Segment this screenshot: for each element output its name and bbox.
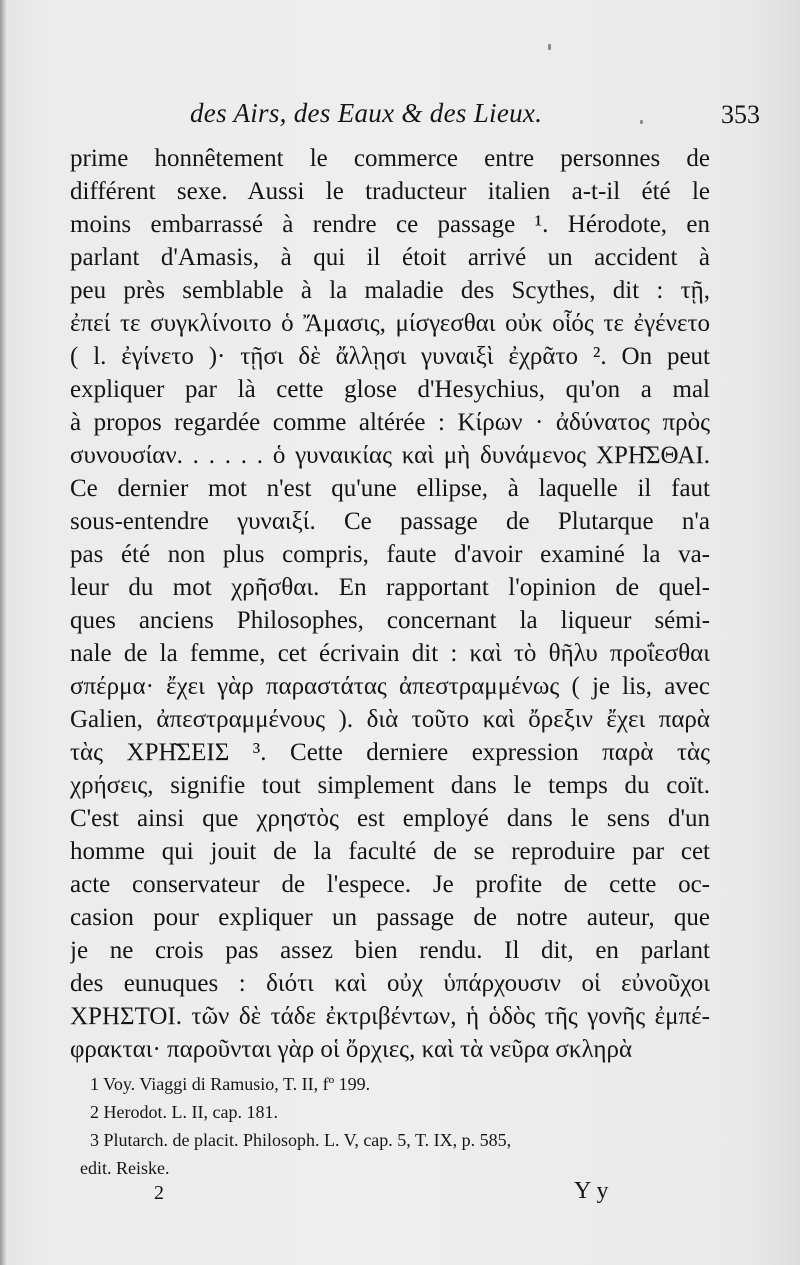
text-line: Ce dernier mot n'est qu'une ellipse, à laquelle il faut [70, 475, 710, 502]
text-line: casion pour expliquer un passage de notre auteur, que [70, 904, 710, 931]
text-line: parlant d'Amasis, à qui il étoit arrivé un accident à [70, 244, 710, 271]
footnote: 2 Herodot. L. II, cap. 181. [90, 1102, 278, 1122]
page-header [190, 98, 770, 138]
text-line: φρακται· παροῦνται γὰρ οἱ ὄρχιες, καὶ τὰ νεῦρα σκληρὰ [70, 1036, 633, 1063]
text-line: C'est ainsi que χρηστὸς est employé dans le sens d'un [70, 805, 710, 832]
ink-speck [640, 120, 643, 124]
text-line: peu près semblable à la maladie des Scythes, dit : τῇ, [70, 277, 710, 304]
text-line: à propos regardée comme altérée : Κίρων · ἀδύνατος πρὸς [70, 409, 710, 436]
text-line: leur du mot χρῆσθαι. En rapportant l'opinion de quel- [70, 574, 710, 601]
text-line: ( l. ἐγίνετο )· τῇσι δὲ ἄλλῃσι γυναιξὶ ἐχρᾶτο ². On peut [70, 343, 710, 370]
text-line: τὰς ΧΡΗ͂ΣΕΙΣ ³. Cette derniere expression παρὰ τὰς [70, 739, 710, 766]
footnote: 1 Voy. Viaggi di Ramusio, T. II, fº 199. [90, 1074, 371, 1094]
text-line: ΧΡΗΣΤΟΙ. τῶν δὲ τάδε ἐκτριβέντων, ἡ ὁδὸς τῆς γονῆς ἐμπέ- [70, 1003, 710, 1030]
text-line: nale de la femme, cet écrivain dit : καὶ τὸ θῆλυ προΐεσθαι [70, 640, 710, 667]
text-line: χρήσεις, signifie tout simplement dans le temps du coït. [70, 772, 710, 799]
text-line: ques anciens Philosophes, concernant la liqueur sémi- [70, 607, 710, 634]
text-line: συνουσίαν. . . . . . ὁ γυναικίας καὶ μὴ δυνάμενος ΧΡΗ͂ΣΘΑΙ. [70, 442, 710, 469]
text-line: je ne crois pas assez bien rendu. Il dit, en parlant [70, 937, 710, 964]
text-line: homme qui jouit de la faculté de se reproduire par cet [70, 838, 710, 865]
running-title: des Airs, des Eaux & des Lieux. [190, 98, 543, 128]
footnotes [80, 1070, 710, 1182]
signature-mark: 2 [154, 1182, 164, 1204]
text-line: différent sexe. Aussi le traducteur italien a-t-il été le [70, 178, 710, 205]
text-line: acte conservateur de l'espece. Je profite de cette oc- [70, 871, 710, 898]
text-line: ἐπεί τε συγκλίνοιτο ὁ Ἄμασις, μίσγεσθαι οὐκ οἷός τε ἐγένετο [70, 310, 710, 337]
body-text [70, 142, 710, 1066]
text-line: sous-entendre γυναιξί. Ce passage de Plutarque n'a [70, 508, 710, 535]
text-line: moins embarrassé à rendre ce passage ¹. Hérodote, en [70, 211, 710, 238]
text-line: Galien, ἀπεστραμμένους ). διὰ τοῦτο καὶ ὄρεξιν ἔχει παρὰ [70, 706, 710, 733]
text-line: pas été non plus compris, faute d'avoir examiné la va- [70, 541, 710, 568]
text-line: des eunuques : διότι καὶ οὐχ ὑπάρχουσιν οἱ εὐνοῦχοι [70, 970, 710, 997]
text-line: σπέρμα· ἔχει γὰρ παραστάτας ἀπεστραμμένως ( je lis, avec [70, 673, 710, 700]
text-line: prime honnêtement le commerce entre personnes de [70, 145, 710, 172]
footnote-continuation: edit. Reiske. [80, 1158, 170, 1178]
ink-speck [548, 44, 551, 50]
catchword: Y y [574, 1178, 609, 1204]
text-line: expliquer par là cette glose d'Hesychius, qu'on a mal [70, 376, 710, 403]
page-gutter-shadow [0, 0, 6, 1265]
page-number: 353 [721, 100, 760, 129]
footnote: 3 Plutarch. de placit. Philosoph. L. V, cap. 5, T. IX, p. 585, [90, 1130, 512, 1150]
